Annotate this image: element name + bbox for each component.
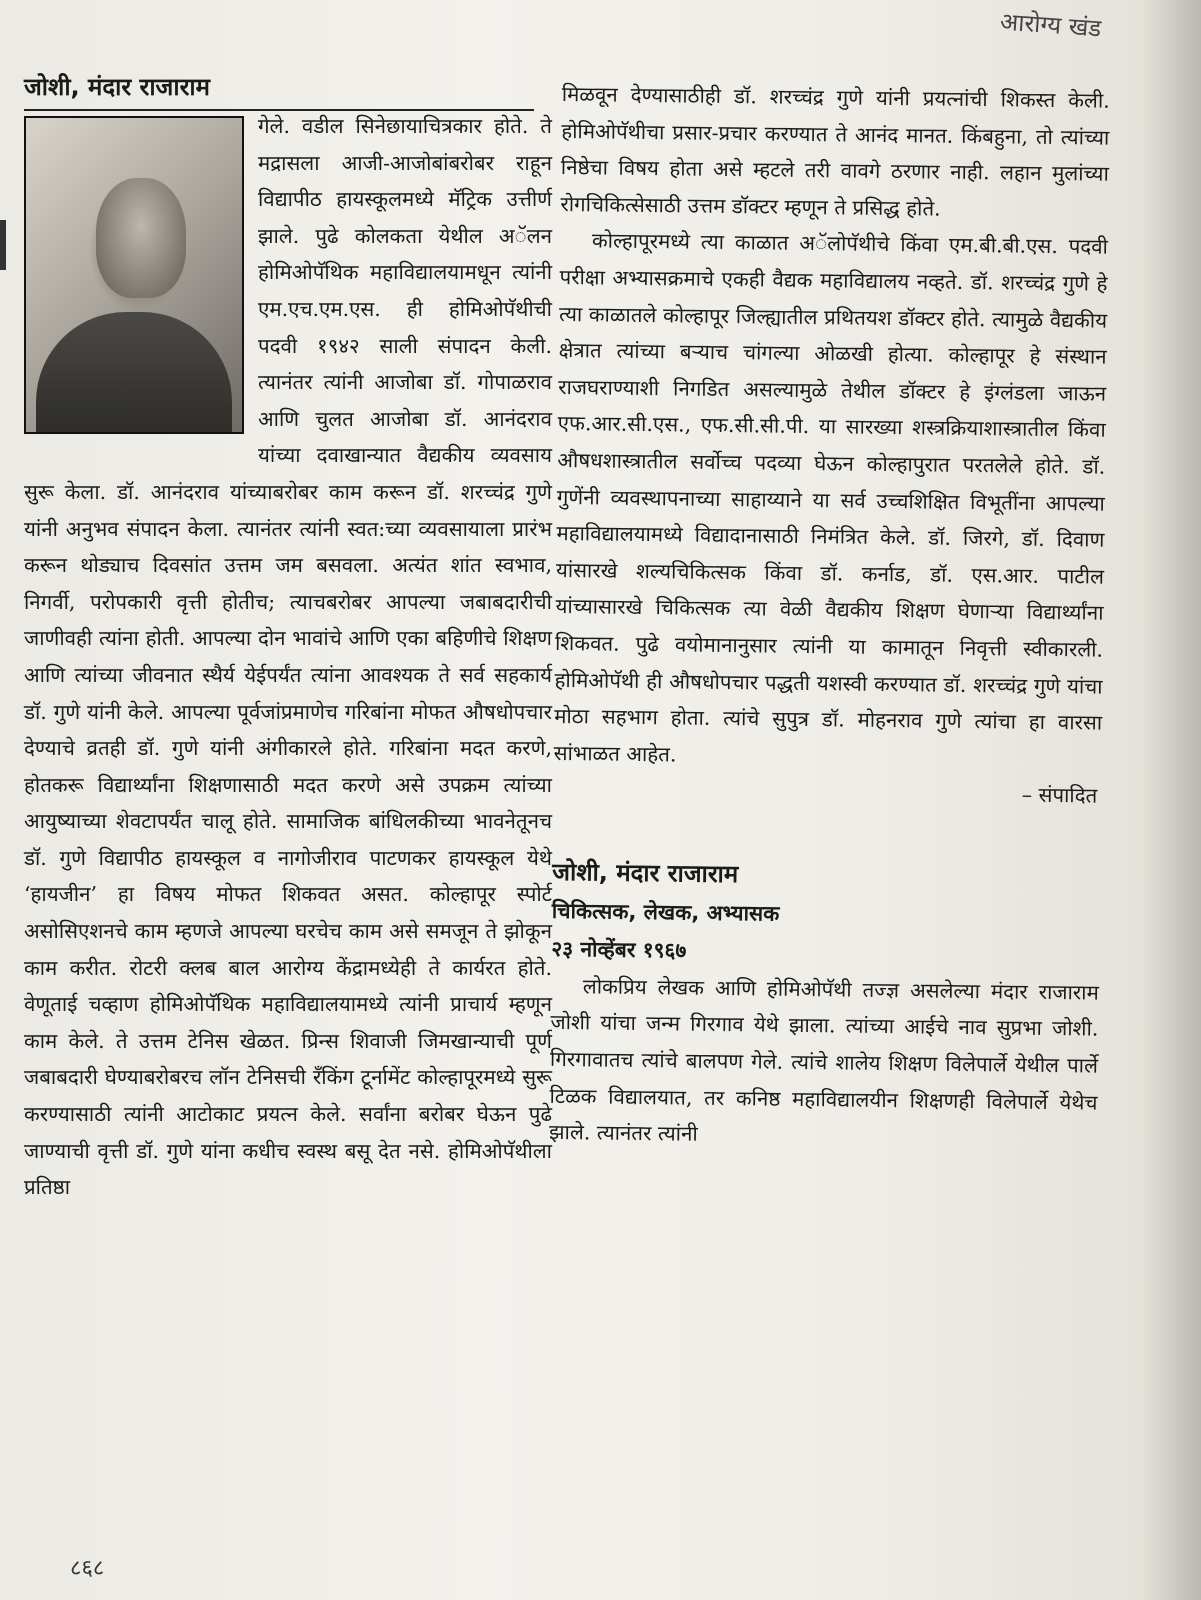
photo-body-shade bbox=[36, 312, 232, 432]
body-paragraph: कोल्हापूरमध्ये त्या काळात अॅलोपॅथीचे किंवा एम.बी.बी.एस. पदवी परीक्षा अभ्यासक्रमाचे एकही वैद्यक महाविद्यालय नव्हते. डॉ. शरच्चंद्र गुणे हे त्या काळातले कोल्हापूर जिल्ह्यातील प्रथितयश डॉक्टर होते. त्यामुळे वैद्यकीय क्षेत्रात त्यांच्या बऱ्याच चांगल्या ओळखी होत्या. कोल्हापूर हे संस्थान राजघराण्याशी निगडित असल्यामुळे तेथील डॉक्टर हे इंग्लंडला जाऊन एफ.आर.सी.एस., एफ.सी.सी.पी. या सारख्या शस्त्रक्रियाशास्त्रातील किंवा औषधशास्त्रातील सर्वोच्च पदव्या घेऊन कोल्हापुरात परतलेले होते. डॉ. गुणेंनी व्यवस्थापनाच्या साहाय्याने या सर्व उच्चशिक्षित विभूतींना आपल्या महाविद्यालयामध्ये विद्यादानासाठी निमंत्रित केले. डॉ. जिरगे, डॉ. दिवाण यांसारखे शल्यचिकित्सक किंवा डॉ. कर्नाड, डॉ. एस.आर. पाटील यांच्यासारखे चिकित्सक त्या वेळी वैद्यकीय शिक्षण घेणाऱ्या विद्यार्थ्यांना शिकवत. पुढे वयोमानानुसार त्यांनी या कामातून निवृत्ती स्वीकारली. होमिओपॅथी ही औषधोपचार पद्धती यशस्वी करण्यात डॉ. शरच्चंद्र गुणे यांचा मोठा सहभाग होता. त्यांचे सुपुत्र डॉ. मोहनराव गुणे त्यांचा हा वारसा सांभाळत आहेत. bbox=[553, 228, 1109, 767]
entry-roles: चिकित्सक, लेखक, अभ्यासक bbox=[551, 898, 780, 926]
left-column bbox=[24, 108, 552, 1206]
page-edge-mark bbox=[0, 220, 6, 270]
right-column bbox=[549, 76, 1110, 1157]
entry-title: जोशी, मंदार राजाराम bbox=[552, 857, 739, 889]
body-paragraph: गेले. वडील सिनेछायाचित्रकार होते. ते मद्रासला आजी-आजोबांबरोबर राहून विद्यापीठ हायस्कूलमध्ये मॅट्रिक उत्तीर्ण झाले. पुढे कोलकता येथील अॅलन होमिओपॅथिक महाविद्यालयामधून त्यांनी एम.एच.एम.एस. ही होमिओपॅथीची पदवी १९४२ साली संपादन केली. त्यानंतर त्यांनी आजोबा डॉ. गोपाळराव आणि चुलत आजोबा डॉ. आनंदराव यांच्या दवाखान्यात वैद्यकीय व्यवसाय सुरू केला. डॉ. आनंदराव यांच्याबरोबर काम करून डॉ. शरच्चंद्र गुणे यांनी अनुभव संपादन केला. त्यानंतर त्यांनी स्वत:च्या व्यवसायाला प्रारंभ करून थोड्याच दिवसांत उत्तम जम बसवला. अत्यंत शांत स्वभाव, निगर्वी, परोपकारी वृत्ती होतीच; त्याचबरोबर आपल्या जबाबदारीची जाणीवही त्यांना होती. आपल्या दोन भावांचे आणि एका बहिणीचे शिक्षण आणि त्यांच्या जीवनात स्थैर्य येईपर्यंत त्यांना आवश्यक ते सर्व सहकार्य डॉ. गुणे यांनी केले. आपल्या पूर्वजांप्रमाणेच गरिबांना मोफत औषधोपचार देण्याचे व्रतही डॉ. गुणे यांनी अंगीकारले होते. गरिबांना मदत करणे, होतकरू विद्यार्थ्यांना शिक्षणासाठी मदत करणे असे उपक्रम त्यांच्या आयुष्याच्या शेवटापर्यंत चालू होते. सामाजिक बांधिलकीच्या भावनेतूनच डॉ. गुणे विद्यापीठ हायस्कूल व नागोजीराव पाटणकर हायस्कूल येथे ‘हायजीन’ हा विषय मोफत शिकवत असत. कोल्हापूर स्पोर्ट असोसिएशनचे काम म्हणजे आपल्या घरचेच काम असे समजून ते झोकून काम करीत. रोटरी क्लब बाल आरोग्य केंद्रामध्येही ते कार्यरत होते. वेणूताई चव्हाण होमिओपॅथिक महाविद्यालयामध्ये त्यांनी प्राचार्य म्हणून काम केले. ते उत्तम टेनिस खेळत. प्रिन्स शिवाजी जिमखान्याची पूर्ण जबाबदारी घेण्याबरोबरच लॉन टेनिसची रँकिंग टूर्नामेंट कोल्हापूरमध्ये सुरू करण्यासाठी त्यांनी आटोकाट प्रयत्न केले. सर्वांना बरोबर घेऊन पुढे जाण्याची वृत्ती डॉ. गुणे यांना कधीच स्वस्थ बसू देत नसे. होमिओपॅथीला प्रतिष्ठा bbox=[24, 114, 552, 1200]
body-paragraph: लोकप्रिय लेखक आणि होमिओपॅथी तज्ज्ञ असलेल्या मंदार राजाराम जोशी यांचा जन्म गिरगाव येथे झाला. त्यांच्या आईचे नाव सुप्रभा जोशी. गिरगावातच त्यांचे बालपण गेले. त्यांचे शालेय शिक्षण विलेपार्ले येथील पार्ले टिळक विद्यालयात, तर कनिष्ठ महाविद्यालयीन शिक्षणही विलेपार्ले येथेच झाले. त्यानंतर त्यांनी bbox=[548, 974, 1099, 1146]
portrait-photo-icon bbox=[24, 116, 244, 434]
body-paragraph: मिळवून देण्यासाठीही डॉ. शरच्चंद्र गुणे यांनी प्रयत्नांची शिकस्त केली. होमिओपॅथीचा प्रसार-प्रचार करण्यात ते आनंद मानत. किंबहुना, तो त्यांच्या निष्ठेचा विषय होता असे म्हटले तरी वावगे ठरणार नाही. लहान मुलांच्या रोगचिकित्सेसाठी उत्तम डॉक्टर म्हणून ते प्रसिद्ध होते. bbox=[560, 81, 1110, 221]
entry-birth-date: २३ नोव्हेंबर १९६७ bbox=[551, 936, 687, 963]
editor-signature: – संपादित bbox=[1021, 782, 1098, 808]
page-spine-shadow bbox=[1141, 0, 1201, 1600]
running-head: आरोग्य खंड bbox=[998, 7, 1102, 43]
page-number: ८६८ bbox=[70, 1556, 105, 1581]
running-entry-name: जोशी, मंदार राजाराम bbox=[24, 70, 534, 111]
photo-face-shade bbox=[96, 178, 186, 298]
